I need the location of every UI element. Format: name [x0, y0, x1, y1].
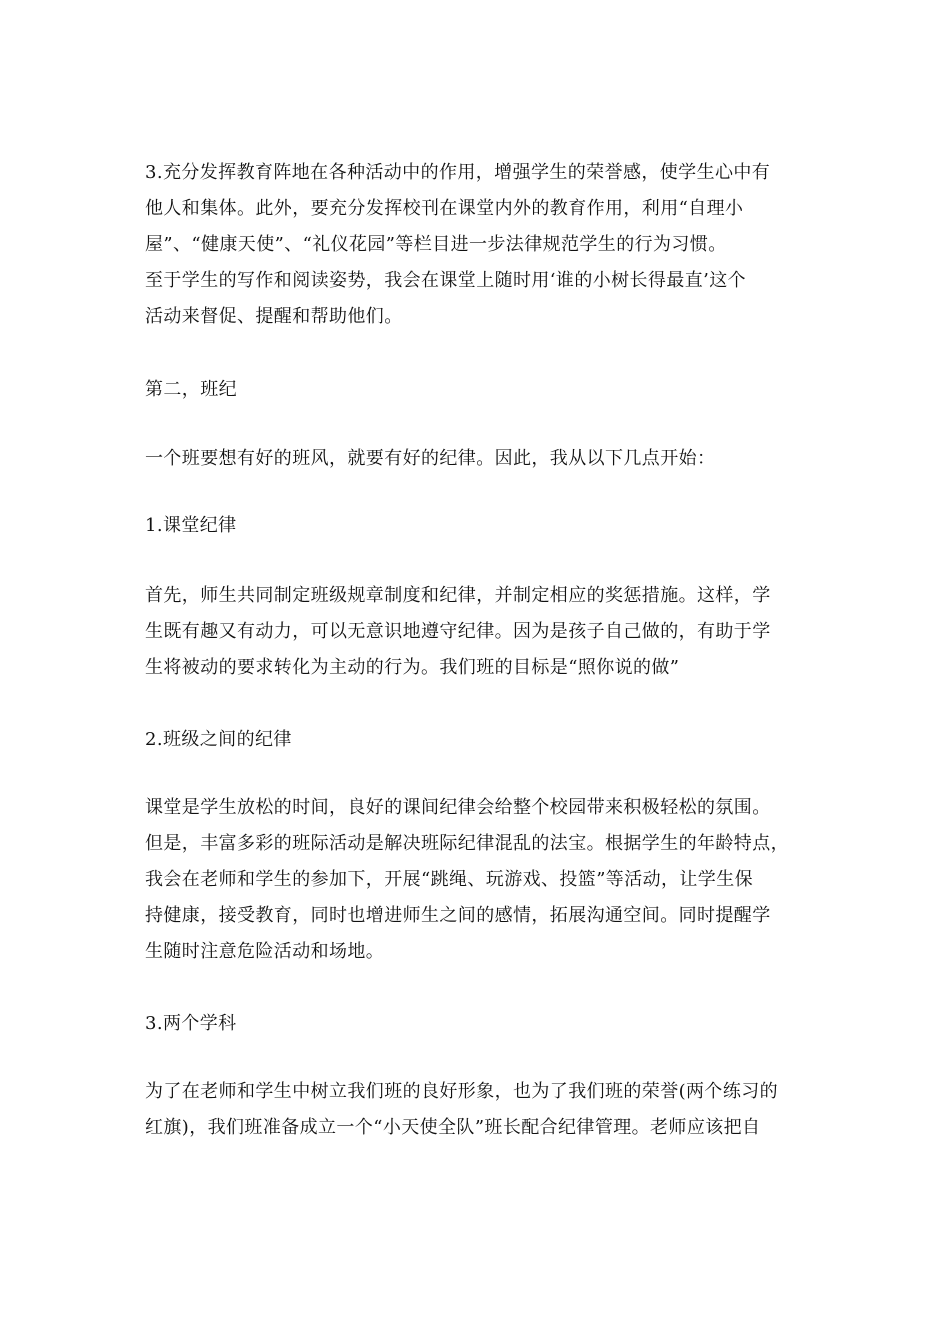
section-heading: 第二，班纪: [145, 379, 237, 400]
subheading: 3.两个学科: [145, 1013, 237, 1034]
text-line: 生将被动的要求转化为主动的行为。我们班的目标是“照你说的做”: [145, 657, 680, 678]
text-line: 生随时注意危险活动和场地。: [145, 941, 385, 962]
text-line: 生既有趣又有动力，可以无意识地遵守纪律。因为是孩子自己做的，有助于学: [145, 621, 771, 642]
subheading-interclass-discipline: [145, 722, 810, 758]
text-line: 红旗)，我们班准备成立一个“小天使全队”班长配合纪律管理。老师应该把自: [145, 1117, 761, 1138]
paragraph-interclass: [145, 790, 810, 970]
text-line: 活动来督促、提醒和帮助他们。: [145, 306, 403, 327]
text-line: 他人和集体。此外，要充分发挥校刊在课堂内外的教育作用，利用“自理小: [145, 198, 744, 219]
subheading-two-subjects: [145, 1006, 810, 1042]
text-line: 3.充分发挥教育阵地在各种活动中的作用，增强学生的荣誉感，使学生心中有: [145, 162, 771, 183]
text-line: 为了在老师和学生中树立我们班的良好形象，也为了我们班的荣誉(两个练习的: [145, 1081, 779, 1102]
paragraph-angel-team: [145, 1074, 810, 1146]
text-line: 首先，师生共同制定班级规章制度和纪律，并制定相应的奖惩措施。这样，学: [145, 585, 771, 606]
paragraph-intro: [145, 441, 810, 477]
paragraph-honor: [145, 155, 810, 335]
section-heading-class-discipline: [145, 372, 810, 408]
subheading: 1.课堂纪律: [145, 515, 237, 536]
text-line: 屋”、“健康天使”、“礼仪花园”等栏目进一步法律规范学生的行为习惯。: [145, 234, 727, 255]
paragraph-classroom-rules: [145, 578, 810, 686]
text-line: 一个班要想有好的班风，就要有好的纪律。因此，我从以下几点开始：: [145, 448, 716, 469]
subheading-classroom-discipline: [145, 508, 810, 544]
text-line: 至于学生的写作和阅读姿势，我会在课堂上随时用‘谁的小树长得最直’这个: [145, 270, 747, 291]
text-line: 持健康，接受教育，同时也增进师生之间的感情，拓展沟通空间。同时提醒学: [145, 905, 771, 926]
text-line: 我会在老师和学生的参加下，开展“跳绳、玩游戏、投篮”等活动，让学生保: [145, 869, 754, 890]
text-line: 但是，丰富多彩的班际活动是解决班际纪律混乱的法宝。根据学生的年龄特点，: [145, 833, 789, 854]
text-line: 课堂是学生放松的时间，良好的课间纪律会给整个校园带来积极轻松的氛围。: [145, 797, 771, 818]
subheading: 2.班级之间的纪律: [145, 729, 292, 750]
